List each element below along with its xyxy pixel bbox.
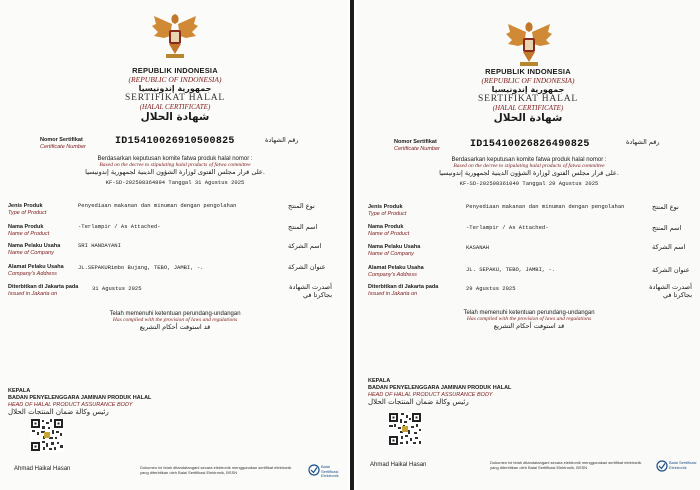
decree-block — [394, 157, 664, 187]
republic-en: (REPUBLIC OF INDONESIA) — [128, 75, 222, 84]
comply-block — [394, 310, 664, 330]
jenis-label-ar: نوع المنتج — [288, 202, 315, 210]
pelaku-value: KASANAH — [466, 244, 490, 251]
nomor-label-ar: رقم الشهادة — [265, 136, 299, 144]
comply-id: Telah memenuhi ketentuan perundang-undangan — [109, 311, 241, 317]
comply-ar: قد استوفت أحكام التشريع — [493, 322, 565, 330]
basis-id: Berdasarkan keputusan komite fatwa produk halal nomor : — [451, 157, 607, 163]
decree-block — [40, 156, 310, 186]
comply-block — [40, 311, 310, 331]
basis-ar: على قرار مجلس الفتوى لوزارة الشؤون الدينية لجمهورية إندونيسيا. — [85, 168, 265, 176]
jenis-label: Jenis Produk Type of Product — [8, 203, 47, 216]
basis-ar: على قرار مجلس الفتوى لوزارة الشؤون الدينية لجمهورية إندونيسيا. — [439, 169, 619, 177]
qr-code-icon — [30, 418, 64, 452]
decree-date: 31 Agustus 2025 — [194, 179, 245, 186]
alamat-label-ar: عنوان الشركة — [288, 263, 326, 271]
head-en: HEAD OF HALAL PRODUCT ASSURANCE BODY — [368, 392, 493, 398]
comply-ar: قد استوفت أحكام التشريع — [139, 323, 211, 331]
certificate-en: (HALAL CERTIFICATE) — [492, 104, 564, 112]
pelaku-label: Nama Pelaku Usaha Name of Company — [8, 243, 61, 256]
republic-ar: جمهورية إندونيسيا — [491, 85, 565, 94]
decree-line — [40, 179, 310, 186]
bsre-label: Balai Sertifikasi Elektronik — [669, 460, 697, 470]
certificate-header — [428, 67, 628, 124]
alamat-value: JL. SEPAKU, TEBO, JAMBI, -. — [466, 266, 556, 273]
jenis-label-ar: نوع المنتج — [652, 203, 679, 211]
alamat-value: JL.SEPAKURimbo Bujang, TEBO, JAMBI, -. — [78, 264, 204, 271]
certificate-number: ID15410026910500825 — [115, 136, 235, 147]
badan-label: BADAN PENYELENGGARA JAMINAN PRODUK HALAL — [368, 385, 512, 391]
nomor-label: Nomor Sertifikat Certificate Number — [394, 139, 440, 152]
pelaku-label: Nama Pelaku Usaha Name of Company — [368, 244, 421, 257]
kepala-label: KEPALA — [368, 378, 391, 384]
nama-label: Nama Produk Name of Product — [368, 224, 410, 237]
certificate-header — [75, 66, 275, 123]
decree-line — [394, 180, 664, 187]
sertifikat-title: SERTIFIKAT HALAL — [478, 94, 578, 104]
pelaku-label-ar: اسم الشركة — [652, 243, 686, 251]
pelaku-value: SRI HANDAYANI — [78, 242, 121, 249]
comply-id: Telah memenuhi ketentuan perundang-undangan — [463, 310, 595, 316]
bsre-label: Balai Sertifikasi Elektronik — [321, 464, 339, 478]
basis-en: Based on the decree to stipulating halal products of fatwa committee — [99, 162, 251, 168]
terbit-label: Diterbitkan di Jakarta pada Issued in Jakarta on — [368, 284, 439, 297]
esign-note: Dokumen ini telah ditandatangani secara elektronik menggunakan sertifikat elektronik yang diterbitkan oleh Balai Sertifikasi Elektronik, BSSN — [140, 465, 292, 475]
badan-label: BADAN PENYELENGGARA JAMINAN PRODUK HALAL — [8, 395, 152, 401]
decree-number: KF-SD-202508364894 — [105, 179, 166, 186]
alamat-label-ar: عنوان الشركة — [652, 266, 690, 274]
kepala-label: KEPALA — [8, 388, 31, 394]
certificate-ar: شهادة الحلال — [493, 112, 563, 124]
head-ar: رئيس وكالة ضمان المنتجات الحلال — [368, 398, 469, 406]
terbit-label: Diterbitkan di Jakarta pada Issued in Jakarta on — [8, 284, 79, 297]
decree-date: 29 Agustus 2025 — [548, 180, 599, 187]
bsre-logo-icon — [308, 464, 320, 476]
republik-title: REPUBLIK INDONESIA — [132, 66, 218, 75]
basis-id: Berdasarkan keputusan komite fatwa produk halal nomor : — [97, 156, 253, 162]
certificate-left — [0, 0, 348, 490]
nomor-label-ar: رقم الشهادة — [626, 138, 660, 146]
certificate-number: ID15410026826490825 — [470, 139, 590, 150]
signature-block — [8, 388, 151, 416]
issued-value: 29 Agustus 2025 — [466, 285, 516, 292]
alamat-label: Alamat Pelaku Usaha Company's Address — [8, 264, 64, 277]
terbit-label-ar: أصدرت الشهادة بجاكرتا في — [649, 283, 692, 299]
nama-produk-value: -Terlampir / As Attached- — [466, 224, 549, 231]
signature-block — [368, 378, 511, 406]
nama-label-ar: اسم المنتج — [288, 223, 318, 231]
garuda-emblem-icon — [150, 10, 200, 65]
signer-name: Ahmad Haikal Hasan — [370, 462, 427, 468]
republic-en: (REPUBLIC OF INDONESIA) — [481, 76, 575, 85]
bsre-logo-icon — [656, 460, 668, 472]
nama-produk-value: -Terlampir / As Attached- — [78, 223, 161, 230]
basis-en: Based on the decree to stipulating halal products of fatwa committee — [453, 163, 605, 169]
nama-label: Nama Produk Name of Product — [8, 224, 50, 237]
sertifikat-title: SERTIFIKAT HALAL — [125, 93, 225, 103]
jenis-value: Penyediaan makanan dan minuman dengan pengolahan — [466, 203, 625, 210]
comply-en: Has complied with the provision of laws and regulations — [112, 317, 238, 323]
decree-number: KF-SD-202508361049 — [459, 180, 520, 187]
tanggal-label: Tanggal — [522, 180, 546, 187]
jenis-value: Penyediaan makanan dan minuman dengan pengolahan — [78, 202, 237, 209]
tanggal-label: Tanggal — [168, 179, 192, 186]
comply-en: Has complied with the provision of laws and regulations — [466, 316, 592, 322]
nama-label-ar: اسم المنتج — [652, 224, 682, 232]
scan-divider — [350, 0, 354, 490]
nomor-label: Nomor Sertifikat Certificate Number — [40, 137, 86, 150]
head-en: HEAD OF HALAL PRODUCT ASSURANCE BODY — [8, 402, 133, 408]
certificate-right — [356, 0, 700, 490]
esign-note: Dokumen ini telah ditandatangani secara elektronik menggunakan sertifikat elektronik yang diterbitkan oleh Balai Sertifikasi Elektronik, BSSN — [490, 460, 642, 470]
certificate-ar: شهادة الحلال — [140, 111, 210, 123]
jenis-label: Jenis Produk Type of Product — [368, 204, 407, 217]
head-ar: رئيس وكالة ضمان المنتجات الحلال — [8, 408, 109, 416]
certificate-en: (HALAL CERTIFICATE) — [139, 103, 211, 111]
alamat-label: Alamat Pelaku Usaha Company's Address — [368, 265, 424, 278]
republic-ar: جمهورية إندونيسيا — [138, 84, 212, 93]
qr-code-icon — [388, 412, 422, 446]
republik-title: REPUBLIK INDONESIA — [485, 67, 571, 76]
terbit-label-ar: أصدرت الشهادة بجاكرتا في — [289, 283, 332, 299]
garuda-emblem-icon — [504, 18, 554, 73]
issued-value: 31 Agustus 2025 — [92, 285, 142, 292]
signer-name: Ahmad Haikal Hasan — [14, 466, 71, 472]
pelaku-label-ar: اسم الشركة — [288, 242, 322, 250]
